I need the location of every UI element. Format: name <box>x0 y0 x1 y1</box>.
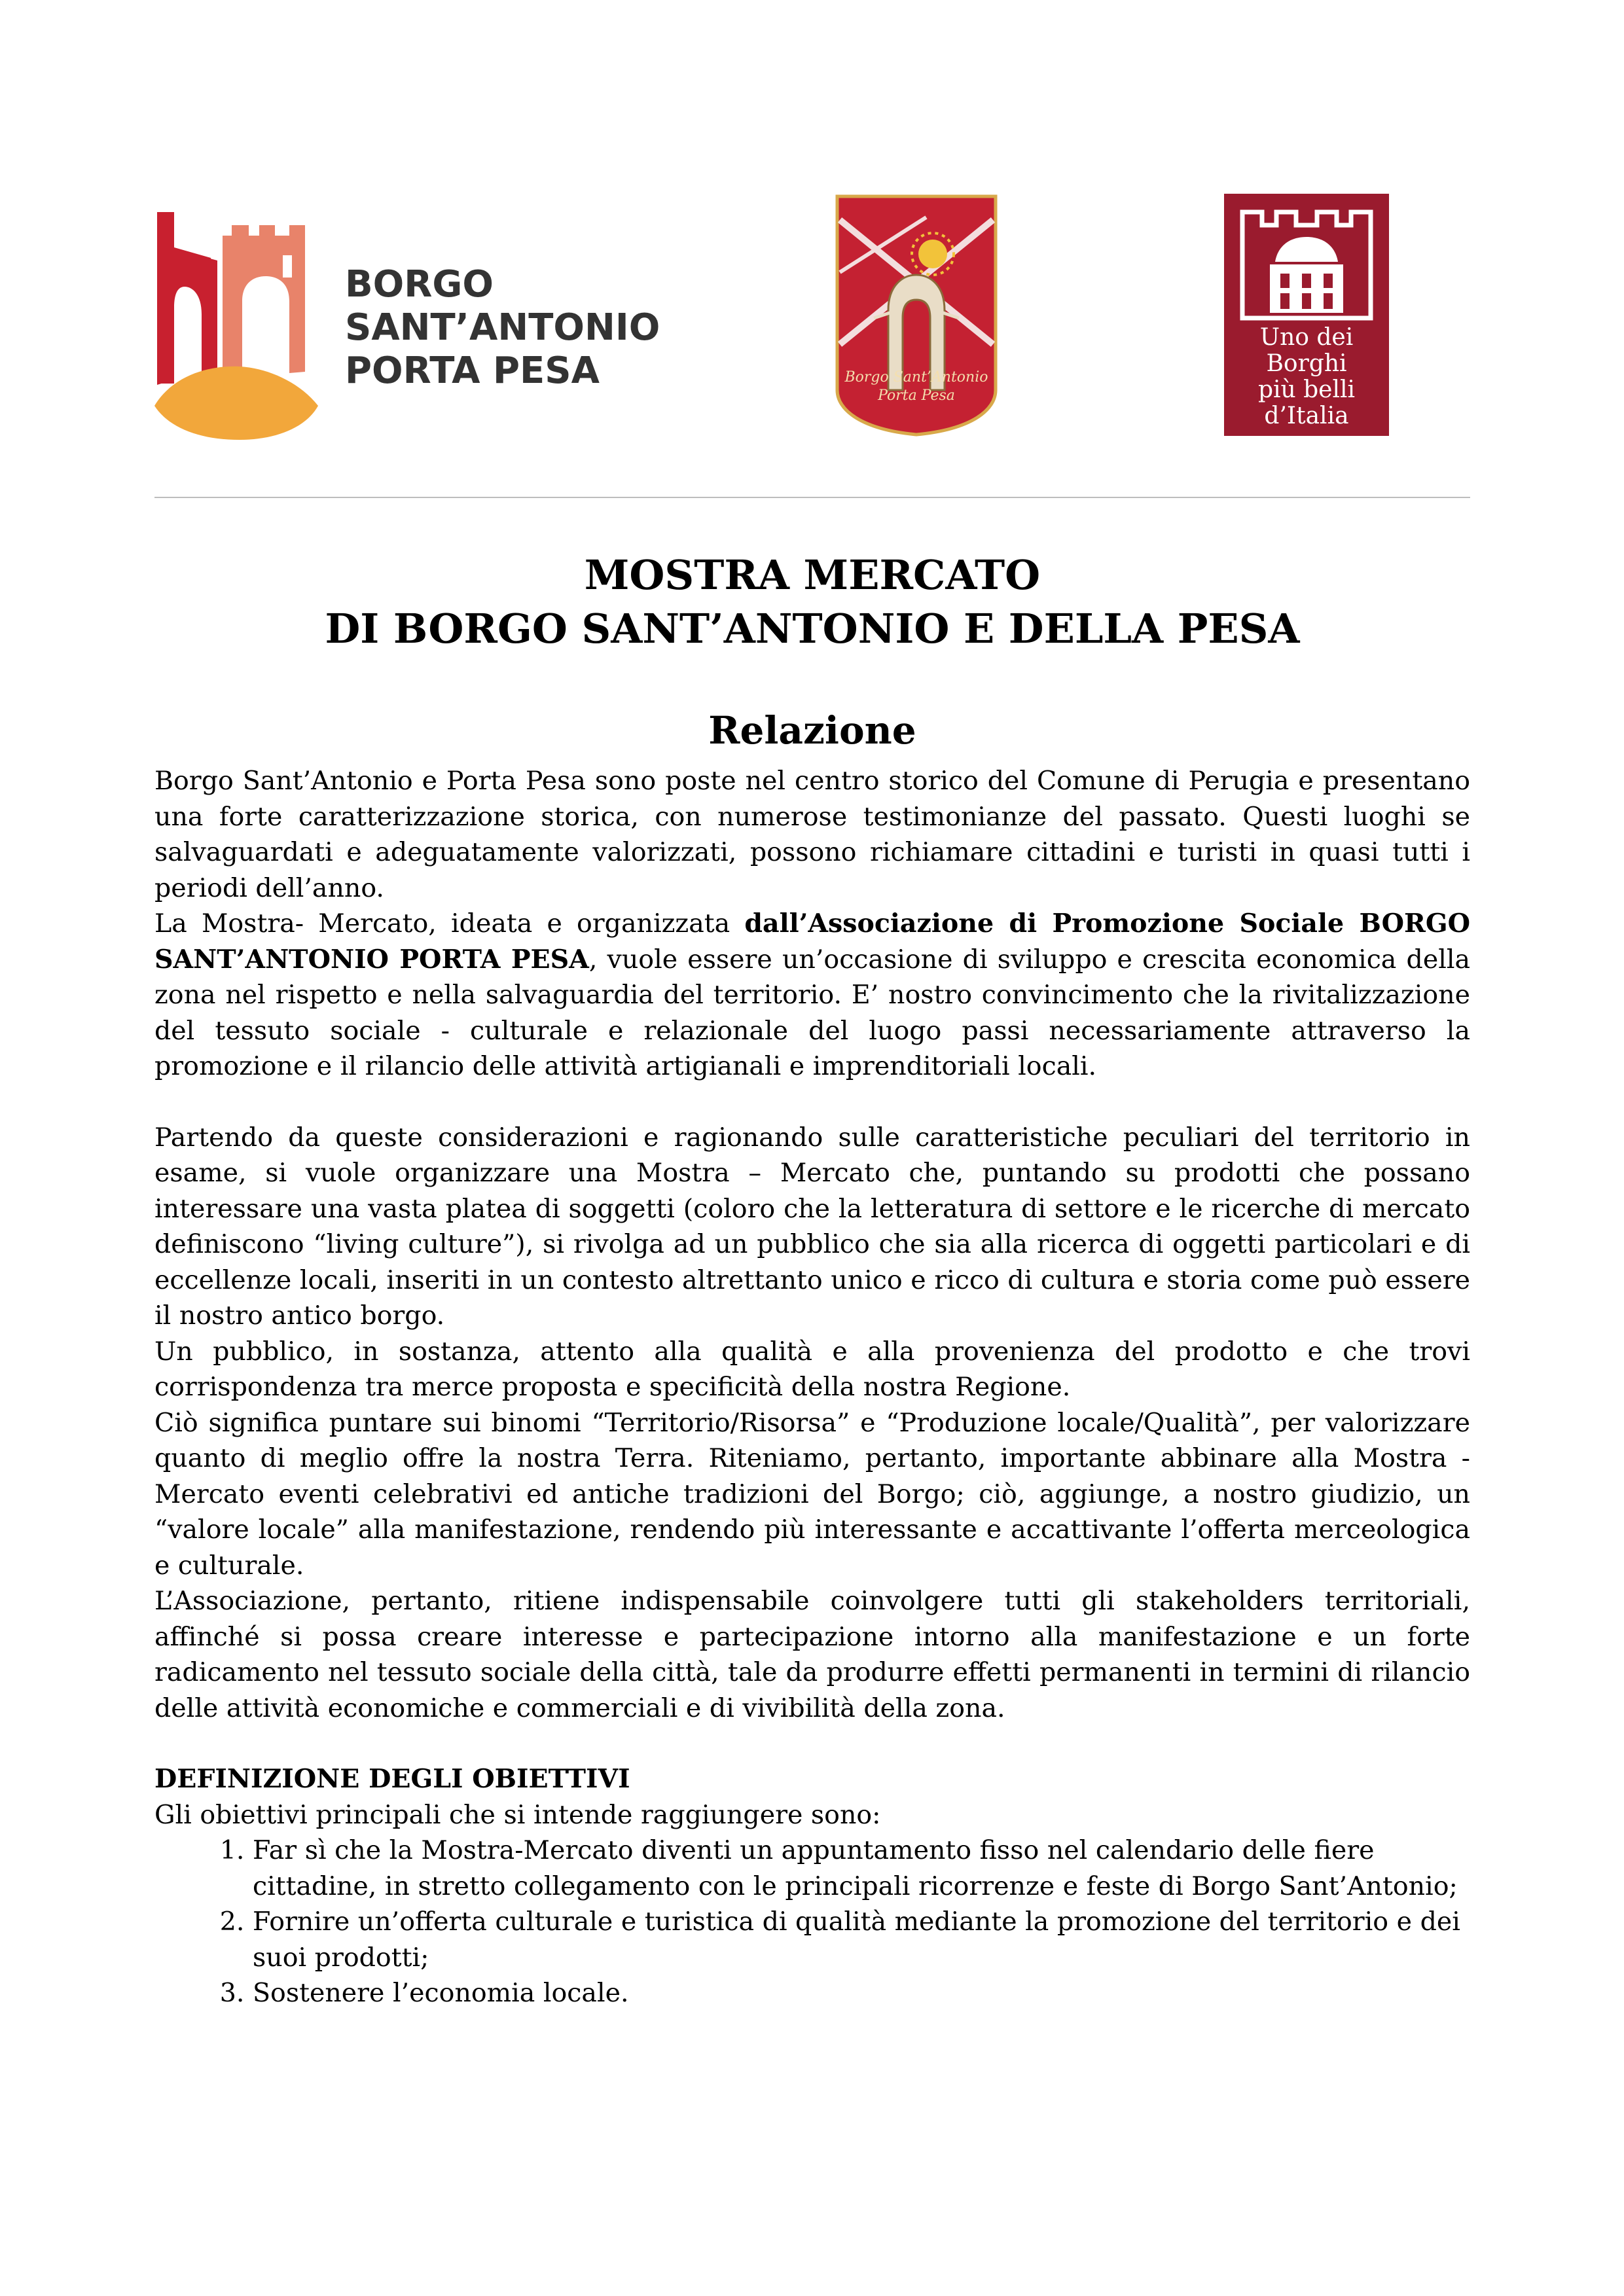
document-title <box>154 548 1470 656</box>
borgo-wordmark <box>345 263 660 393</box>
paragraph-stakeholders: L’Associazione, pertanto, ritiene indispensabile coinvolgere tutti gli stakeholders territoriali, affinché si possa creare interesse e partecipazione intorno alla manifestazione e un forte radicamento nel tessuto sociale della città, tale da produrre effetti permanenti in termini di rilancio delle attività economiche e commerciali e di vivibilità della zona. <box>154 1586 1470 1723</box>
document-body <box>154 763 1470 2011</box>
header-divider <box>154 497 1470 498</box>
list-item: 3. Sostenere l’economia locale. <box>253 1975 1470 2011</box>
borghi-line: Borghi <box>1266 350 1347 377</box>
banner-line-2: Porta Pesa <box>878 387 955 404</box>
section-title: Relazione <box>708 708 916 753</box>
title-line-2: DI BORGO SANT’ANTONIO E DELLA PESA <box>325 605 1300 653</box>
wordmark-line: SANT’ANTONIO <box>345 306 660 349</box>
wordmark-line: BORGO <box>345 263 494 306</box>
borgo-banner-logo <box>835 194 998 437</box>
borgo-logo <box>154 209 660 442</box>
borghi-piu-belli-logo <box>1224 194 1389 436</box>
castle-icon <box>1224 194 1389 325</box>
borghi-line: più belli <box>1257 376 1356 403</box>
list-item: 1. Far sì che la Mostra-Mercato diventi un appuntamento fisso nel calendario delle fiere cittadine, in stretto collegamento con le principali ricorrenze e feste di Borgo Sant’Antonio; <box>253 1833 1470 1904</box>
borgo-emblem-icon <box>154 209 338 442</box>
list-item: 2. Fornire un’offerta culturale e turistica di qualità mediante la promozione del territorio e dei suoi prodotti; <box>253 1904 1470 1975</box>
association-name: dall’Associazione di Promozione Sociale BORGO SANT’ANTONIO PORTA PESA <box>154 908 1470 975</box>
objectives-heading: DEFINIZIONE DEGLI OBIETTIVI <box>154 1764 630 1794</box>
borghi-line: d’Italia <box>1264 403 1349 429</box>
paragraph-association <box>154 906 1470 1085</box>
paragraph-considerations: Partendo da queste considerazioni e ragionando sulle caratteristiche peculiari del territorio in esame, si vuole organizzare una Mostra – Mercato che, puntando su prodotti che possano interessare una vasta platea di soggetti (coloro che la letteratura di settore e le ricerche di mercato definiscono “living culture”), si rivolga ad un pubblico che sia alla ricerca di oggetti particolari e di eccellenze locali, inseriti in un contesto altrettanto unico e ricco di cultura e storia come può essere il nostro antico borgo. <box>154 1122 1470 1331</box>
borghi-text <box>1224 325 1389 429</box>
wordmark-line: PORTA PESA <box>345 350 600 392</box>
objectives-list <box>154 1833 1470 2011</box>
banner-line-1: Borgo Sant’Antonio <box>844 369 988 386</box>
paragraph-text: , vuole essere un’occasione di sviluppo e crescita economica della zona nel rispetto e nella salvaguardia del territorio. E’ nostro convincimento che la rivitalizzazione del tessuto sociale - culturale e relazionale del luogo passi necessariamente attraverso la promozione e il rilancio delle attività artigianali e imprenditoriali locali. <box>154 944 1471 1081</box>
paragraph-text: La Mostra- Mercato, ideata e organizzata <box>154 908 745 939</box>
paragraph-spacer <box>154 1726 1470 1761</box>
paragraph-spacer <box>154 1085 1470 1120</box>
objectives-intro: Gli obiettivi principali che si intende raggiungere sono: <box>154 1799 881 1830</box>
paragraph-audience: Un pubblico, in sostanza, attento alla qualità e alla provenienza del prodotto e che trovi corrispondenza tra merce proposta e specificità della nostra Regione. <box>154 1336 1470 1402</box>
title-line-1: MOSTRA MERCATO <box>584 551 1041 599</box>
paragraph-intro: Borgo Sant’Antonio e Porta Pesa sono poste nel centro storico del Comune di Perugia e presentano una forte caratterizzazione storica, con numerose testimonianze del passato. Questi luoghi se salvaguardati e adeguatamente valorizzati, possono richiamare cittadini e turisti in quasi tutti i periodi dell’anno. <box>154 766 1470 903</box>
paragraph-binomials: Ciò significa puntare sui binomi “Territorio/Risorsa” e “Produzione locale/Qualità”, per valorizzare quanto di meglio offre la nostra Terra. Riteniamo, pertanto, importante abbinare alla Mostra - Mercato eventi celebrativi ed antiche tradizioni del Borgo; ciò, aggiunge, a nostro giudizio, un “valore locale” alla manifestazione, rendendo più interessante e accattivante l’offerta merceologica e culturale. <box>154 1407 1470 1581</box>
borghi-line: Uno dei <box>1259 324 1354 351</box>
